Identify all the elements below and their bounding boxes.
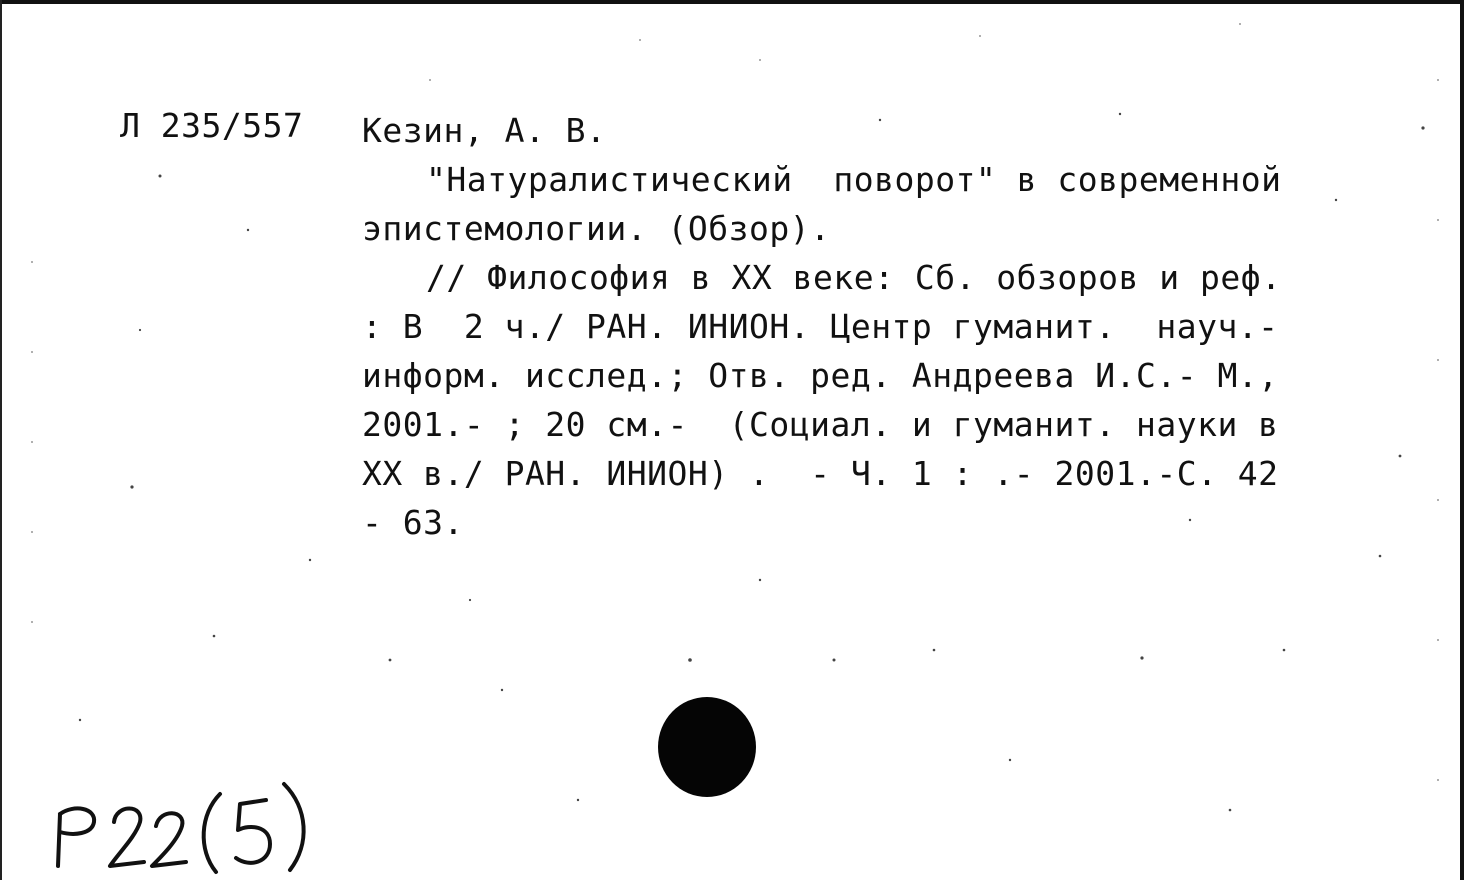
card-left-edge: [0, 0, 2, 880]
entry-line: 2001.- ; 20 см.- (Социал. и гуманит. науки в: [362, 405, 1279, 444]
title-line: "Натуралистический поворот" в современной: [426, 160, 1282, 199]
author-line: Кезин, А. В.: [362, 111, 607, 150]
entry-line: - 63.: [362, 503, 464, 542]
source-line: // Философия в XX веке: Сб. обзоров и реф.: [426, 258, 1282, 297]
card-punch-hole: [658, 697, 756, 797]
card-top-edge: [0, 0, 1464, 4]
entry-line: эпистемологии. (Обзор).: [362, 209, 831, 248]
handwritten-note: [44, 770, 344, 880]
entry-line: : В 2 ч./ РАН. ИНИОН. Центр гуманит. науч.-: [362, 307, 1279, 346]
shelf-mark: Л 235/557: [120, 106, 304, 145]
bibliographic-entry: [362, 106, 1362, 547]
entry-line: информ. исслед.; Отв. ред. Андреева И.С.- М.,: [362, 356, 1279, 395]
entry-line: XX в./ РАН. ИНИОН) . - Ч. 1 : .- 2001.-С. 42: [362, 454, 1279, 493]
card-right-edge: [1460, 0, 1464, 880]
